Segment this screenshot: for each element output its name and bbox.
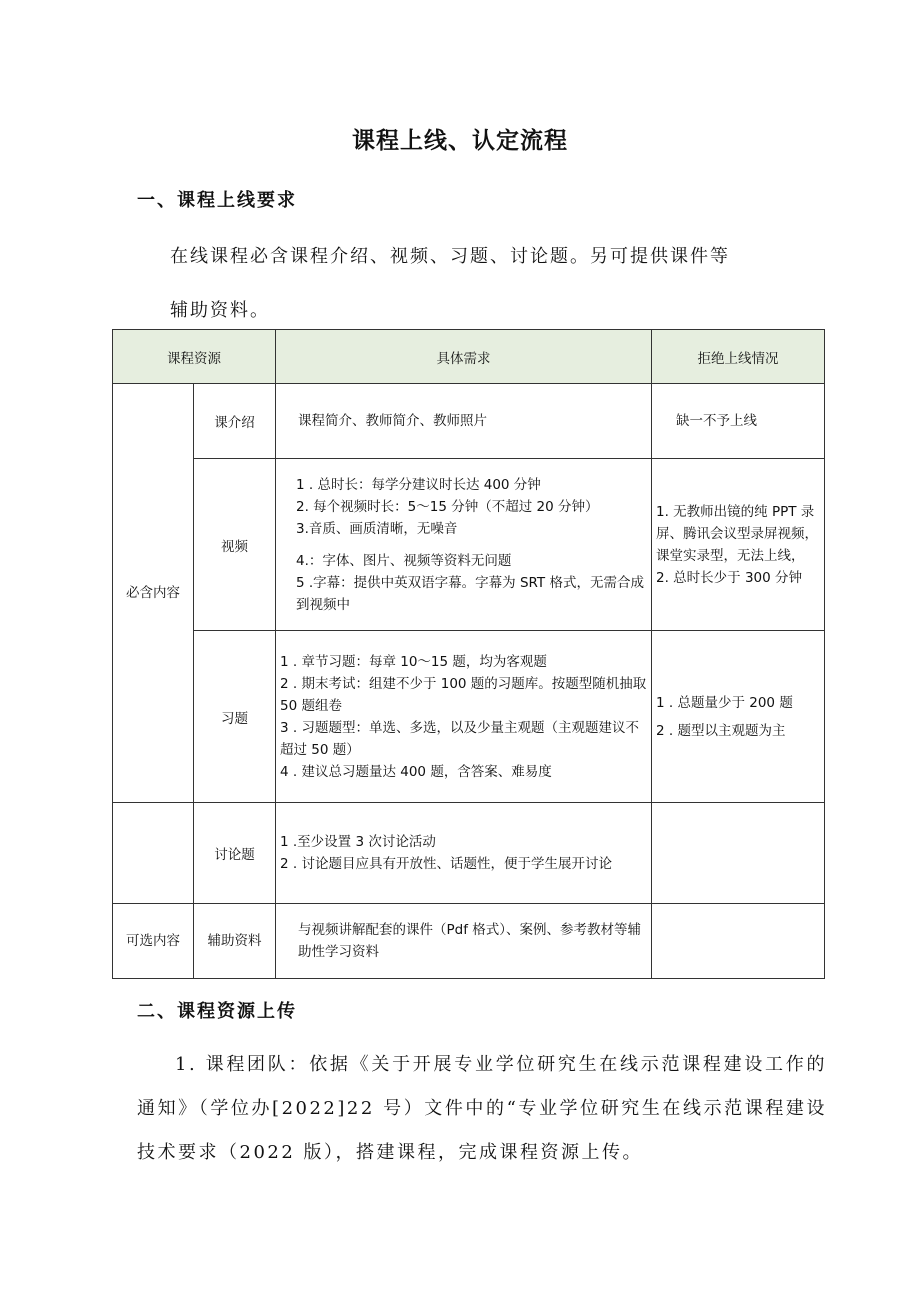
reject-item: 1 . 总题量少于 200 题 [656,694,793,711]
header-reject: 拒绝上线情况 [652,330,825,384]
requirement-item: 3 . 习题题型：单选、多选，以及少量主观题（主观题建议不超过 50 题） [280,719,639,758]
requirement-item: 2 . 讨论题目应具有开放性、话题性，便于学生展开讨论 [280,856,612,872]
table-row-discussion [113,803,825,904]
section-heading-upload: 二、课程资源上传 [137,1001,297,1022]
upload-paragraph [137,1043,827,1175]
requirement-item: 1 .至少设置 3 次讨论活动 [280,834,436,850]
requirement-cell [276,459,652,631]
reject-item: 1. 无教师出镜的纯 PPT 录屏、腾讯会议型录屏视频，课堂实录型，无法上线， [656,503,818,564]
requirement-cell: 课程简介、教师简介、教师照片 [276,384,652,459]
empty-category-cell [113,803,194,904]
page-title: 课程上线、认定流程 [352,128,568,154]
requirement-cell [276,631,652,803]
requirement-item: 5 .字幕：提供中英双语字幕。字幕为 SRT 格式，无需合成到视频中 [296,574,644,613]
required-category-label: 必含内容 [113,384,194,803]
optional-category-label: 可选内容 [113,904,194,979]
requirement-item: 2. 每个视频时长：5～15 分钟（不超过 20 分钟） [296,498,599,515]
section-heading-requirements: 一、课程上线要求 [137,190,297,211]
resource-name: 讨论题 [194,803,276,904]
resource-name: 辅助资料 [194,904,276,979]
requirements-table [112,329,825,979]
reject-cell: 缺一不予上线 [652,384,825,459]
resource-name: 视频 [194,459,276,631]
reject-cell [652,631,825,803]
resource-name: 课介绍 [194,384,276,459]
reject-cell [652,904,825,979]
paragraph-line: 辅助资料。 [170,300,270,321]
requirement-item: 3.音质、画质清晰，无噪音 [296,520,458,537]
resource-name: 习题 [194,631,276,803]
header-resource: 课程资源 [113,330,276,384]
requirement-cell [276,803,652,904]
paragraph-line: 在线课程必含课程介绍、视频、习题、讨论题。另可提供课件等 [170,246,730,267]
reject-item: 2 . 题型以主观题为主 [656,722,786,739]
header-requirement: 具体需求 [276,330,652,384]
requirement-cell: 与视频讲解配套的课件（Pdf 格式）、案例、参考教材等辅助性学习资料 [276,904,652,979]
requirement-item: 2 . 期末考试：组建不少于 100 题的习题库。按题型随机抽取 50 题组卷 [280,675,647,714]
table-row-video [113,459,825,631]
upload-paragraph-text: 1. 课程团队：依据《关于开展专业学位研究生在线示范课程建设工作的通知》（学位办[2022]22 号）文件中的“专业学位研究生在线示范课程建设技术要求（2022 版），搭建课程，完成课程资源上传。 [137,1054,827,1163]
table-row-support [113,904,825,979]
reject-cell [652,803,825,904]
reject-item: 2. 总时长少于 300 分钟 [656,569,803,586]
reject-cell [652,459,825,631]
table-header-row [113,330,825,384]
requirement-item: 4.：字体、图片、视频等资料无问题 [296,552,512,569]
requirement-item: 4 . 建议总习题量达 400 题，含答案、难易度 [280,763,552,780]
requirement-item: 1 . 总时长：每学分建议时长达 400 分钟 [296,476,541,493]
table-row-exercise [113,631,825,803]
requirement-item: 1 . 章节习题：每章 10～15 题，均为客观题 [280,653,547,670]
table-row-intro [113,384,825,459]
